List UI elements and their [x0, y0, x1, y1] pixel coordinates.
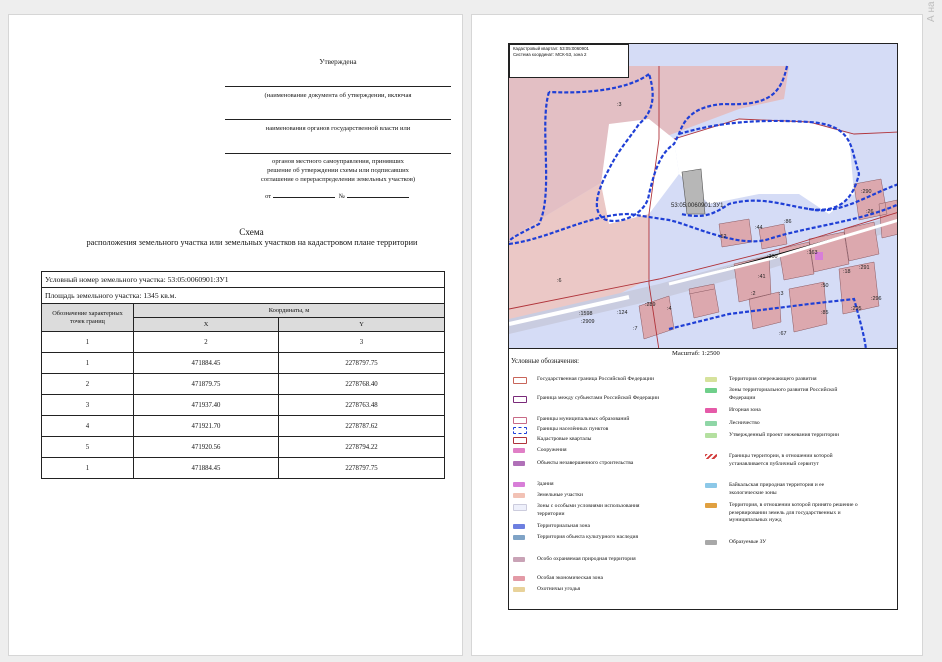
fill-swatch-icon	[513, 448, 525, 453]
fill-swatch-icon	[513, 493, 525, 498]
table-cell: 1	[42, 332, 134, 353]
table-row	[42, 395, 445, 416]
approval-caption-2: наименования органов государственной власти или	[265, 125, 411, 132]
coordinates-table	[41, 271, 445, 479]
parcel-label: :7	[633, 326, 638, 332]
legend-title: Условные обозначения:	[511, 358, 579, 365]
parcel-label: :4	[667, 306, 672, 312]
document-page-2	[471, 14, 923, 656]
x-header: X	[134, 318, 279, 332]
approval-line	[225, 86, 451, 87]
parcel-label: :18	[843, 269, 851, 275]
approval-caption-1: (наименование документа об утверждении, включая	[264, 92, 412, 99]
approval-caption-3c: соглашение о перераспределении земельных участков)	[260, 176, 416, 183]
parcel-label: :6	[557, 278, 562, 284]
parcel-number-cell: Условный номер земельного участка: 53:05:0060901:ЗУ1	[42, 272, 445, 288]
side-label	[926, 0, 942, 40]
approval-caption-3a: органов местного самоуправления, принявших	[272, 158, 404, 165]
table-cell: 471879.75	[134, 374, 279, 395]
formed-plot-label: 53:05:0060901:ЗУ1	[671, 203, 724, 209]
fill-swatch-icon	[705, 503, 717, 508]
parcel-label: :3	[617, 102, 622, 108]
point-header: Обозначение характерных точек границ	[42, 304, 134, 332]
dashed-swatch-icon	[513, 427, 527, 434]
cadastral-quarter-text: Кадастровый квартал: 53:05:0060901	[513, 46, 589, 51]
fill-swatch-icon	[513, 524, 525, 529]
parcel-label: :67	[779, 331, 787, 337]
approval-title: Утверждена	[319, 58, 357, 66]
approval-line	[225, 153, 451, 154]
hatch-swatch-icon	[705, 454, 717, 459]
fill-swatch-icon	[513, 557, 525, 562]
parcel-label: :300	[767, 254, 778, 260]
parcel-label: :291	[859, 265, 870, 271]
parcel-label: :295	[851, 306, 862, 312]
table-cell: 3	[279, 332, 445, 353]
number-label: №	[338, 193, 345, 200]
table-cell: 2278794.22	[279, 437, 445, 458]
approval-caption-3b: решение об утверждении схемы или подписавших	[267, 167, 409, 174]
table-cell: 4	[42, 416, 134, 437]
parcel-label: :296	[871, 296, 882, 302]
index-row	[42, 332, 445, 353]
table-cell: 2278763.48	[279, 395, 445, 416]
parcel-label: :2	[751, 291, 756, 297]
legend: Условные обозначения: Государственная граница Российской Федерации Граница между субъектами Российской Федерации Границы муниципальных образований Границы населённых пунктов Кадастровые кварталы Сооружения Объекты незавершенного строительства Здания Земельные участки Зоны с особыми условиями использования территории Территориальная зона Территория объекта культурного наследия Особо охраняемая природная территория Особая экономическая зона Охотничьи угодья Территория опережающего развития Зоны территориального развития Российской Федерации Игорная зона Лесничество Утвержденный проект межевания территории Границы территории, в отношении которой устанавливается публичный сервитут Байкальская природная территория и ее экологические зоны Территория, в отношении которой принято решение о резервировании земель для государственных и муниципальных нужд Образуемые ЗУ	[508, 348, 898, 610]
fill-swatch-icon	[705, 483, 717, 488]
parcel-label: :52	[719, 234, 727, 240]
table-cell: 471920.56	[134, 437, 279, 458]
y-header: Y	[279, 318, 445, 332]
table-row	[42, 353, 445, 374]
table-cell: 3	[42, 395, 134, 416]
coordinate-system-text: Система координат: МСК-53, зона 2	[513, 52, 587, 57]
table-cell: 471921.70	[134, 416, 279, 437]
table-cell: 471884.45	[134, 353, 279, 374]
line-swatch-icon	[513, 417, 527, 424]
parcel-area-cell: Площадь земельного участка: 1345 кв.м.	[42, 288, 445, 304]
map-scale: Масштаб: 1:2500	[672, 350, 720, 357]
parcel-label: :3	[779, 291, 784, 297]
table-cell: 2	[42, 374, 134, 395]
fill-swatch-icon	[513, 535, 525, 540]
parcel-label: :50	[821, 283, 829, 289]
parcel-label: :289	[645, 302, 656, 308]
fill-swatch-icon	[513, 576, 525, 581]
parcel-label: :44	[755, 225, 763, 231]
table-cell: 1	[42, 458, 134, 479]
fill-swatch-icon	[513, 504, 527, 511]
map-canvas	[509, 44, 898, 349]
table-cell: 2278797.75	[279, 458, 445, 479]
fill-swatch-icon	[705, 388, 717, 393]
table-cell: 2278768.40	[279, 374, 445, 395]
parcel-label: :163	[807, 250, 818, 256]
document-page-1	[8, 14, 463, 656]
fill-swatch-icon	[513, 461, 525, 466]
scheme-subtitle: расположения земельного участка или земельных участков на кадастровом плане территории	[86, 238, 418, 247]
table-row	[42, 458, 445, 479]
line-swatch-icon	[513, 396, 527, 403]
table-cell: 2	[134, 332, 279, 353]
parcel-label: :86	[784, 219, 792, 225]
fill-swatch-icon	[513, 482, 525, 487]
date-from-label: от	[265, 193, 272, 200]
table-row	[42, 416, 445, 437]
parcel-label: :26	[866, 209, 874, 215]
scheme-title: Схема	[239, 227, 264, 237]
side-label-text: А на	[926, 1, 937, 22]
line-swatch-icon	[513, 377, 527, 384]
fill-swatch-icon	[705, 421, 717, 426]
fill-swatch-icon	[513, 587, 525, 592]
line-swatch-icon	[513, 437, 527, 444]
table-row	[42, 437, 445, 458]
parcel-label: :85	[821, 310, 829, 316]
table-cell: 5	[42, 437, 134, 458]
fill-swatch-icon	[705, 540, 717, 545]
cadastral-map[interactable]	[508, 43, 898, 349]
fill-swatch-icon	[705, 377, 717, 382]
table-cell: 2278797.75	[279, 353, 445, 374]
fill-swatch-icon	[705, 408, 717, 413]
fill-swatch-icon	[705, 433, 717, 438]
table-cell: 471884.45	[134, 458, 279, 479]
parcel-label: :41	[758, 274, 766, 280]
approval-line	[225, 119, 451, 120]
approval-date-line	[225, 193, 451, 200]
table-cell: 2278787.62	[279, 416, 445, 437]
parcel-label: :290	[861, 189, 872, 195]
table-row	[42, 374, 445, 395]
table-cell: 471937.40	[134, 395, 279, 416]
map-info-box	[509, 44, 629, 78]
parcel-label: :1598	[579, 311, 593, 317]
parcel-label: :124	[617, 310, 628, 316]
date-blank	[273, 197, 335, 198]
number-blank	[347, 197, 409, 198]
coords-header: Координаты, м	[134, 304, 445, 318]
parcel-label: :2909	[581, 319, 595, 325]
table-cell: 1	[42, 353, 134, 374]
